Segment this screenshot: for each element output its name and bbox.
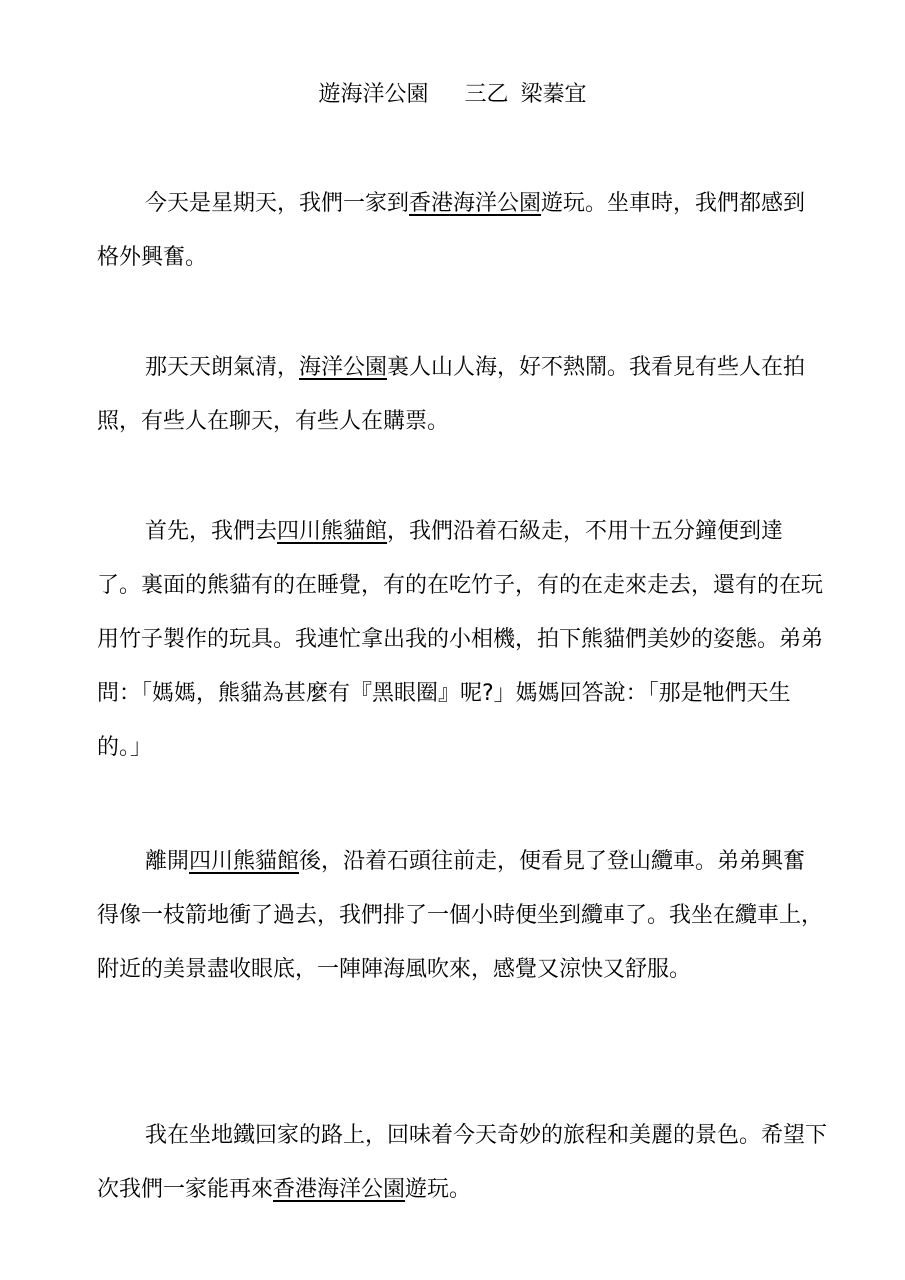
paragraph-1-text-b: 遊玩。坐車時，我們都感到格外興奮。 — [97, 191, 806, 270]
title-author: 梁蓁宜 — [520, 82, 587, 107]
paragraph-4-text-a: 離開 — [145, 849, 190, 874]
paragraph-4-proper-noun: 四川熊貓館 — [189, 849, 300, 874]
paragraph-1 — [97, 177, 827, 285]
paragraph-3-proper-noun: 四川熊貓館 — [277, 519, 388, 544]
essay-title — [0, 80, 905, 110]
paragraph-2-proper-noun: 海洋公園 — [299, 355, 388, 380]
paragraph-3 — [97, 505, 827, 775]
paragraph-2 — [97, 341, 827, 449]
paragraph-5-text-a: 我在坐地鐵回家的路上，回味着今天奇妙的旅程和美麗的景色。希望下次我們一家能再來 — [97, 1123, 828, 1202]
paragraph-4-text-b: 後，沿着石頭往前走，便看見了登山纜車。弟弟興奮得像一枝箭地衝了過去，我們排了一個小時便坐到纜車了。我坐在纜車上，附近的美景盡收眼底，一陣陣海風吹來，感覺又涼快又舒服。 — [97, 849, 824, 982]
paragraph-4 — [97, 835, 827, 997]
paragraph-5 — [97, 1109, 827, 1217]
paragraph-2-text-a: 那天天朗氣清， — [145, 355, 300, 380]
title-class: 三乙 — [464, 82, 509, 107]
paragraph-1-proper-noun: 香港海洋公園 — [409, 191, 542, 216]
paragraph-5-proper-noun: 香港海洋公園 — [273, 1177, 406, 1202]
paragraph-5-text-b: 遊玩。 — [405, 1177, 472, 1202]
paragraph-3-text-a: 首先，我們去 — [145, 519, 278, 544]
title-name: 遊海洋公園 — [318, 82, 429, 107]
paragraph-1-text-a: 今天是星期天，我們一家到 — [145, 191, 410, 216]
paragraph-3-text-b: ，我們沿着石級走，不用十五分鐘便到達了。裏面的熊貓有的在睡覺，有的在吃竹子，有的在走來走去，還有的在玩用竹子製作的玩具。我連忙拿出我的小相機，拍下熊貓們美妙的姿態。弟弟問：「媽媽，熊貓為甚麼有『黑眼圈』呢?」媽媽回答說：「那是牠們天生的。」 — [97, 519, 824, 760]
paragraph-2-text-b: 裏人山人海，好不熱鬧。我看見有些人在拍照，有些人在聊天，有些人在購票。 — [97, 355, 806, 434]
